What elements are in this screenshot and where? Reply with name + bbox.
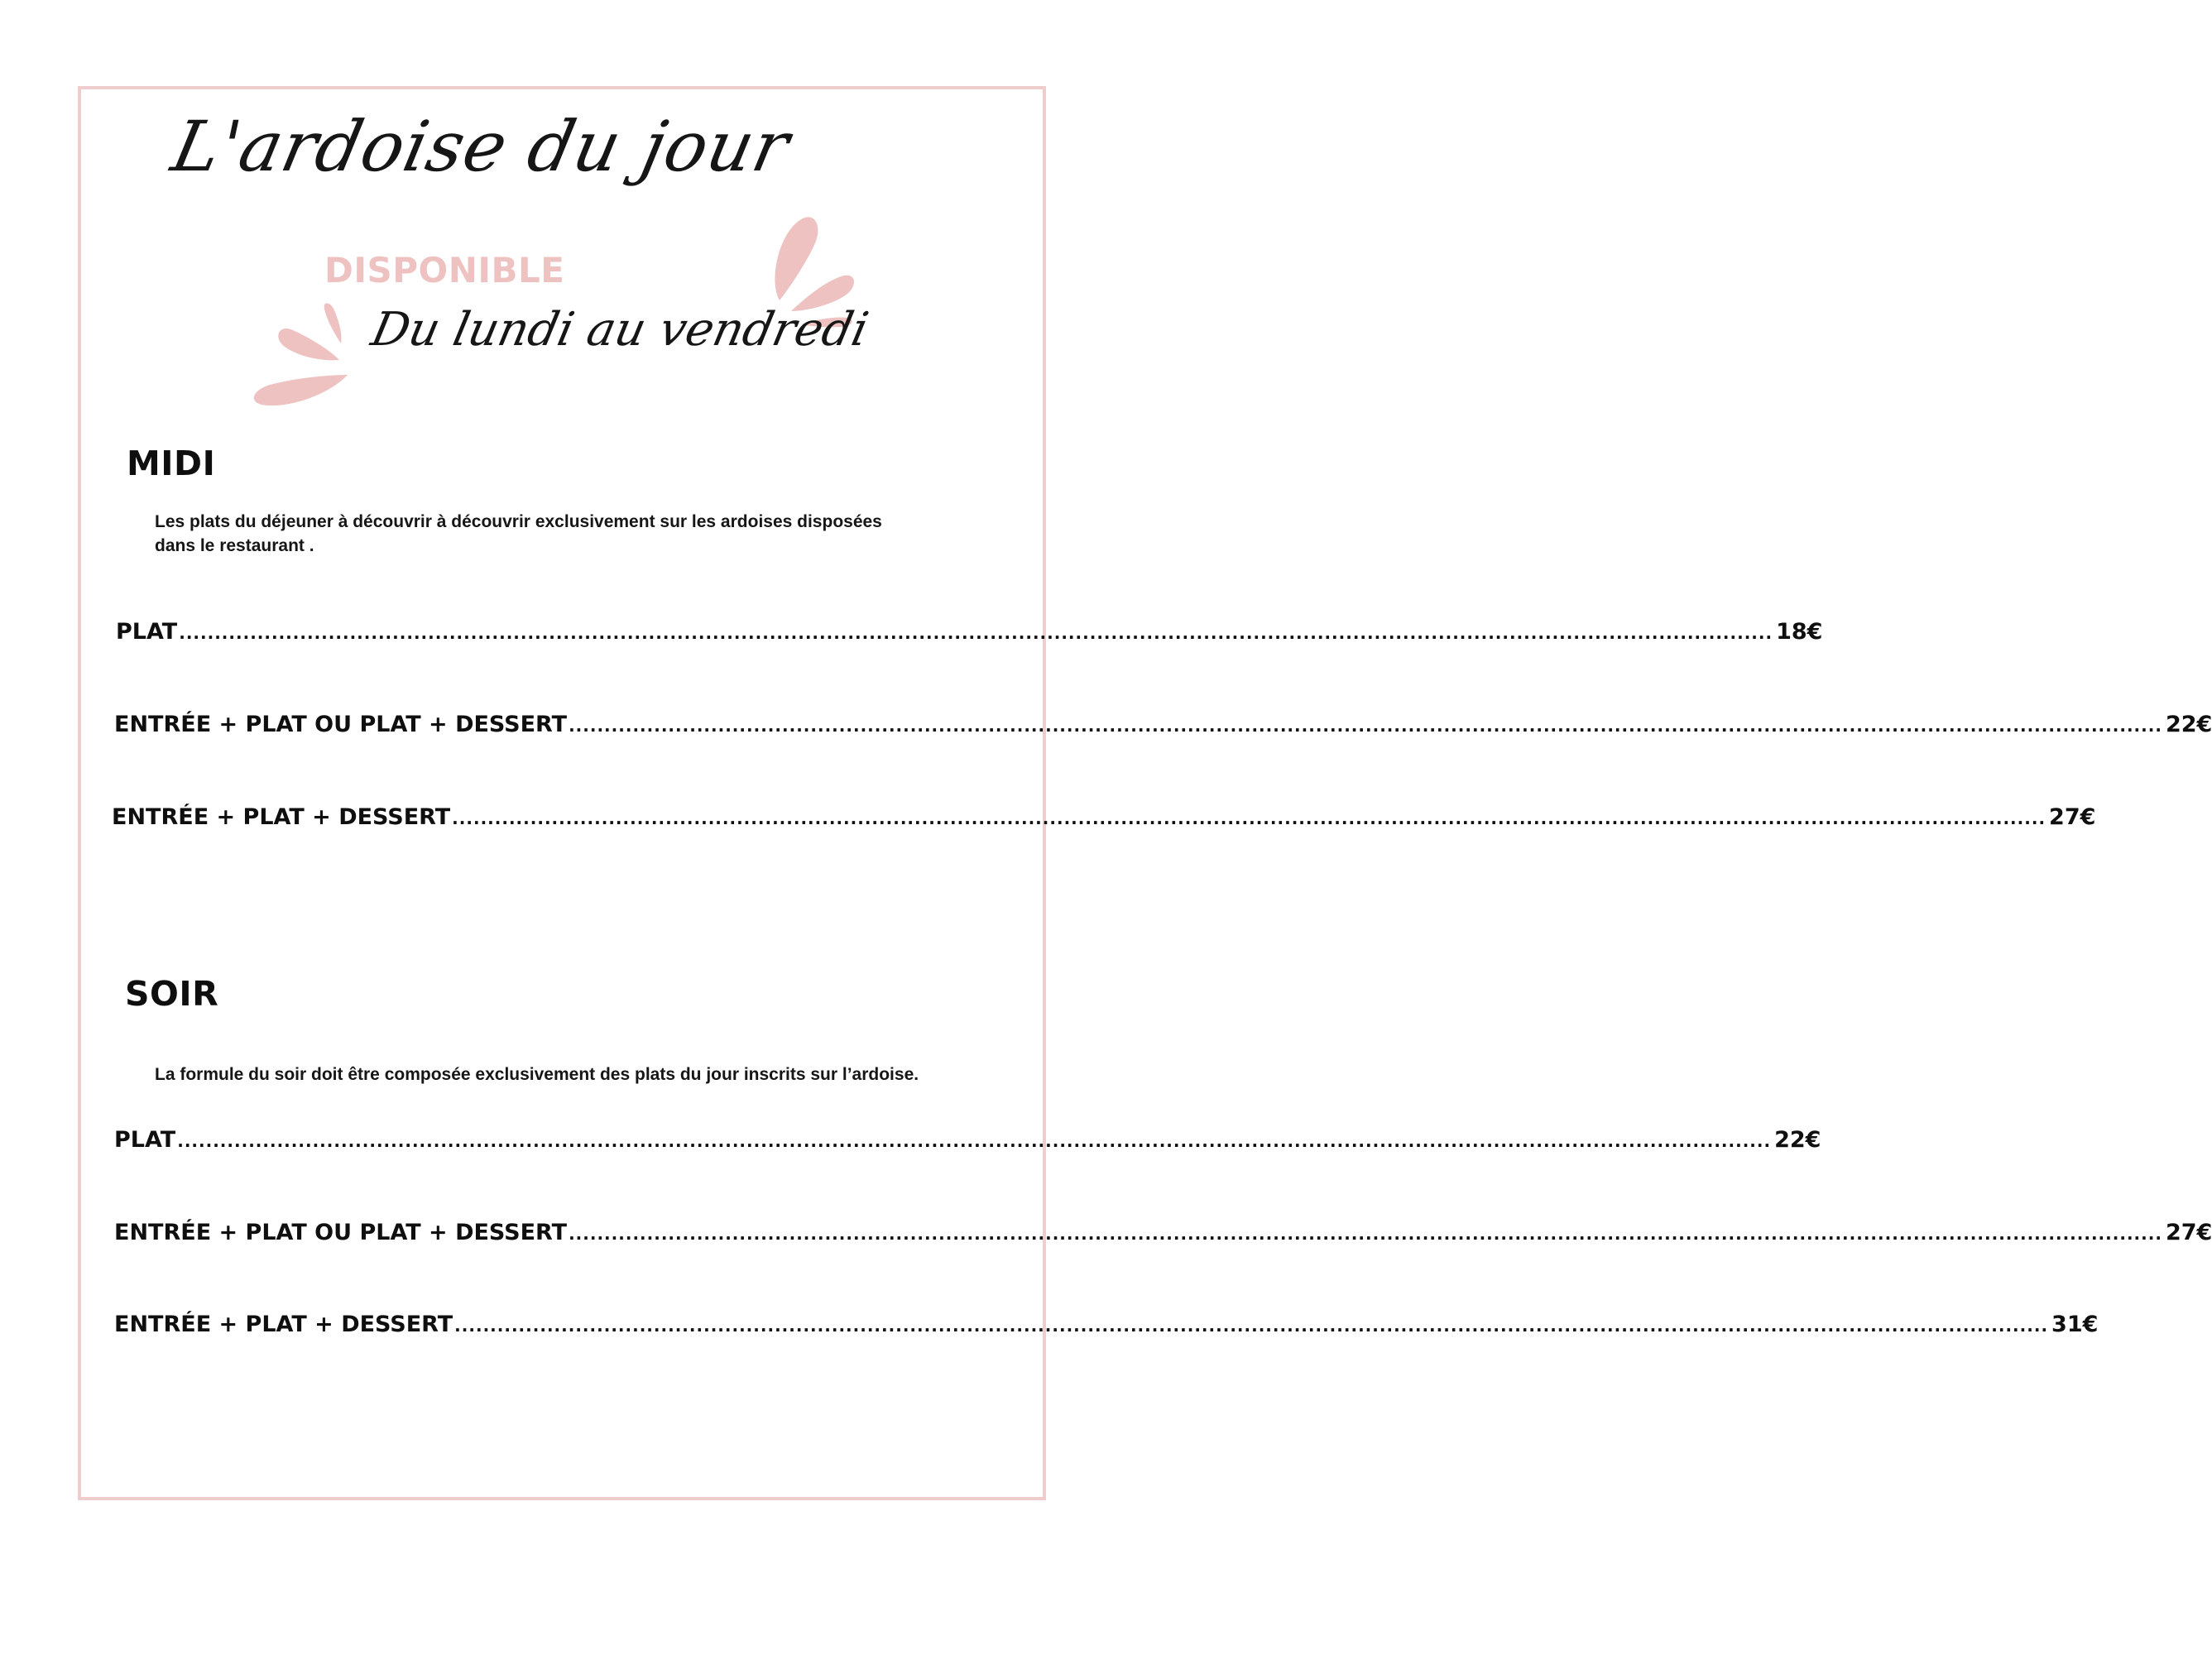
soir-section-title: SOIR bbox=[125, 974, 219, 1014]
splash-decoration-left-icon bbox=[248, 302, 356, 410]
midi-description bbox=[155, 510, 982, 558]
dot-leader: ................................................................................................................................................................................................................................ bbox=[177, 1131, 1772, 1151]
item-price: 18€ bbox=[1776, 619, 1823, 645]
soir-item-row bbox=[114, 1312, 2099, 1337]
dot-leader: ................................................................................................................................................................................................................................ bbox=[569, 1224, 2162, 1244]
menu-frame bbox=[78, 86, 1046, 1500]
midi-item-row bbox=[116, 619, 1823, 645]
item-price: 27€ bbox=[2165, 1220, 2212, 1245]
midi-item-row bbox=[112, 804, 2096, 830]
midi-description-line-2: dans le restaurant . bbox=[155, 536, 314, 555]
item-label: ENTRÉE + PLAT + DESSERT bbox=[114, 1312, 453, 1337]
menu-title: L'ardoise du jour bbox=[165, 106, 797, 187]
soir-item-row bbox=[114, 1127, 1821, 1153]
midi-description-line-1: Les plats du déjeuner à découvrir à découvrir exclusivement sur les ardoises disposées bbox=[155, 512, 882, 531]
availability-label: DISPONIBLE bbox=[324, 250, 565, 290]
item-price: 22€ bbox=[2165, 712, 2212, 737]
item-label: ENTRÉE + PLAT OU PLAT + DESSERT bbox=[114, 1220, 568, 1245]
midi-item-row bbox=[114, 712, 2212, 737]
availability-days: Du lundi au vendredi bbox=[367, 303, 873, 357]
item-label: ENTRÉE + PLAT OU PLAT + DESSERT bbox=[114, 712, 568, 737]
item-price: 22€ bbox=[1774, 1127, 1821, 1153]
item-label: PLAT bbox=[116, 619, 178, 645]
dot-leader: ................................................................................................................................................................................................................................ bbox=[179, 623, 1773, 643]
item-price: 27€ bbox=[2049, 804, 2096, 830]
item-label: ENTRÉE + PLAT + DESSERT bbox=[112, 804, 451, 830]
dot-leader: ................................................................................................................................................................................................................................ bbox=[454, 1316, 2049, 1336]
soir-description: La formule du soir doit être composée exclusivement des plats du jour inscrits sur l’ardoise. bbox=[155, 1065, 919, 1084]
dot-leader: ................................................................................................................................................................................................................................ bbox=[452, 808, 2046, 828]
soir-item-row bbox=[114, 1220, 2212, 1245]
dot-leader: ................................................................................................................................................................................................................................ bbox=[569, 716, 2162, 736]
midi-section-title: MIDI bbox=[127, 444, 216, 483]
item-label: PLAT bbox=[114, 1127, 176, 1153]
item-price: 31€ bbox=[2051, 1312, 2099, 1337]
